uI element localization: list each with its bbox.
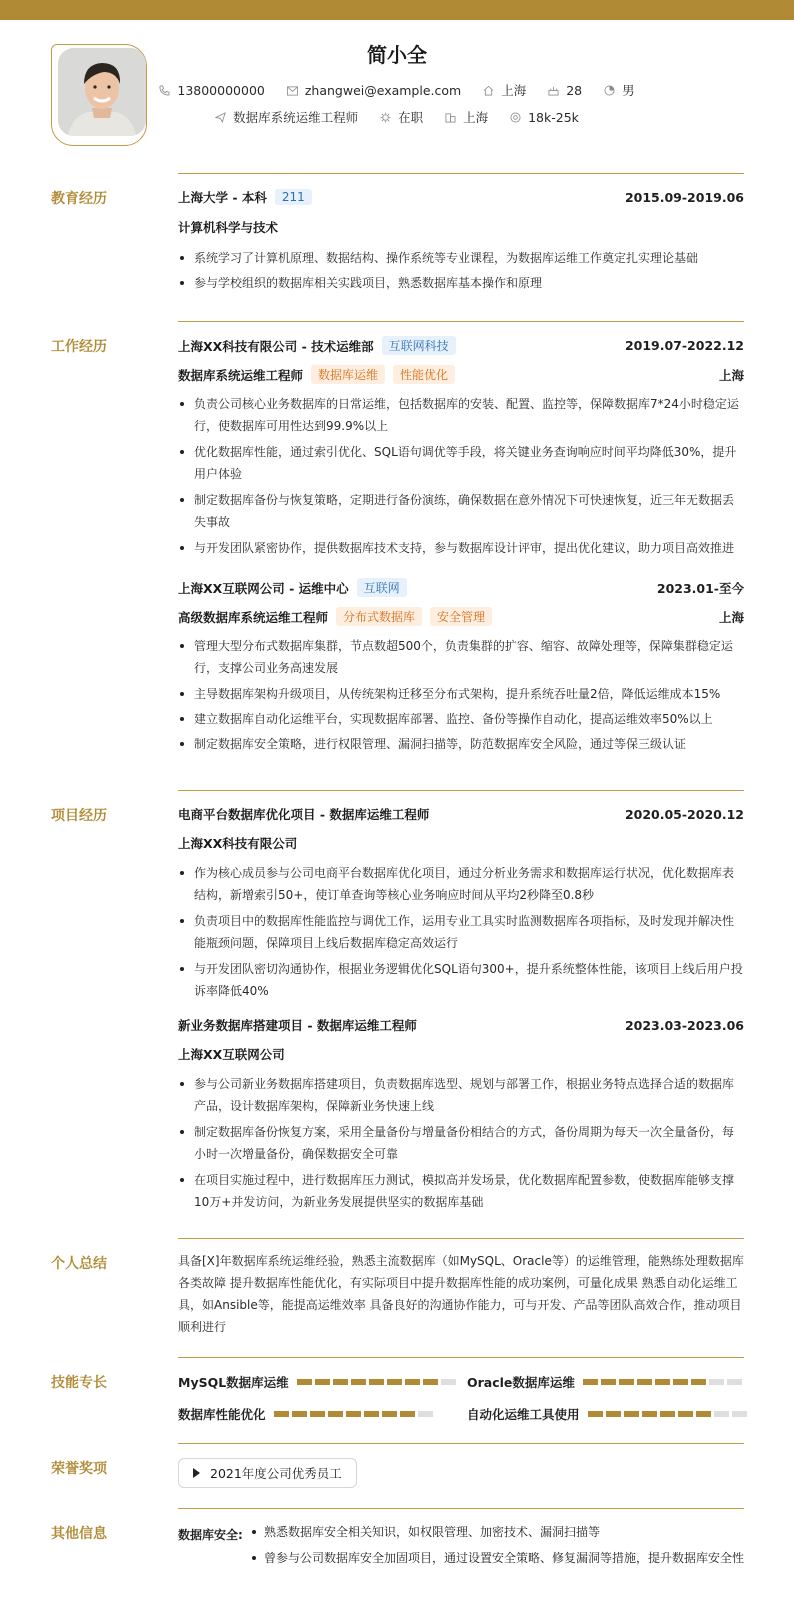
summary-title: 个人总结 [51, 1256, 107, 1272]
list-item: 制定数据库备份恢复方案，采用全量备份与增量备份相结合的方式，备份周期为每天一次全量备份，每小时一次增量备份，确保数据安全可靠 [178, 1121, 744, 1165]
salary-item [510, 110, 579, 125]
skill-item [178, 1405, 433, 1423]
position-text: 数据库系统运维工程师 [233, 110, 359, 125]
honor-text: 2021年度公司优秀员工 [210, 1466, 342, 1481]
skill-level-bar [297, 1379, 456, 1385]
list-item: 优化数据库性能，通过索引优化、SQL语句调优等手段，将关键业务查询响应时间平均降低30%，提升用户体验 [178, 441, 744, 485]
skill-level-segment [387, 1379, 402, 1385]
cake-icon [548, 85, 559, 96]
other-divider [178, 1508, 744, 1509]
major-row [178, 218, 744, 236]
project-company-row [178, 1045, 744, 1063]
school-name: 上海大学 - 本科 [178, 190, 267, 205]
skills-divider [178, 1357, 744, 1358]
skill-level-segment [297, 1379, 312, 1385]
top-accent-bar [0, 0, 794, 20]
skill-level-bar [583, 1379, 742, 1385]
job-date: 2023.01-至今 [656, 580, 744, 596]
list-item: 建立数据库自动化运维平台，实现数据库部署、监控、备份等操作自动化，提高运维效率50%以上 [178, 708, 744, 730]
skill-level-segment [315, 1379, 330, 1385]
skill-level-segment [619, 1379, 634, 1385]
email-text: zhangwei@example.com [304, 83, 462, 98]
list-item: 作为核心成员参与公司电商平台数据库优化项目，通过分析业务需求和数据库运行状况，优化数据库表结构，新增索引50+，使订单查询等核心业务响应时间从平均2秒降至0.8秒 [178, 862, 744, 906]
candidate-name: 简小全 [367, 43, 427, 67]
job-role-row [178, 607, 744, 626]
skill-level-bar [588, 1411, 747, 1417]
skill-level-segment [292, 1411, 307, 1417]
job-location: 上海 [718, 609, 744, 625]
gear-icon [380, 112, 391, 123]
skill-level-bar [274, 1411, 433, 1417]
skill-level-segment [423, 1379, 438, 1385]
company-name: 上海XX科技有限公司 - 技术运维部 [178, 338, 374, 354]
projects-title: 项目经历 [51, 808, 107, 824]
skill-level-segment [691, 1379, 706, 1385]
list-item: 曾参与公司数据库安全加固项目，通过设置安全策略、修复漏洞等措施，提升数据库安全性 [248, 1547, 744, 1569]
project-date: 2023.03-2023.06 [624, 1017, 744, 1033]
education-date: 2015.09-2019.06 [624, 189, 744, 205]
skill-tag: 安全管理 [430, 607, 492, 626]
skill-level-segment [655, 1379, 670, 1385]
home-icon [483, 85, 494, 96]
summary-divider [178, 1238, 744, 1239]
skill-level-segment [637, 1379, 652, 1385]
city-text: 上海 [501, 83, 527, 98]
list-item: 熟悉数据库安全相关知识，如权限管理、加密技术、漏洞扫描等 [248, 1521, 744, 1543]
skill-level-segment [346, 1411, 361, 1417]
job-header [178, 336, 744, 355]
skill-level-segment [624, 1411, 639, 1417]
skill-level-segment [732, 1411, 747, 1417]
project-company: 上海XX科技有限公司 [178, 836, 298, 851]
school-tag: 211 [275, 189, 312, 205]
skill-item [467, 1405, 747, 1423]
project-header [178, 1016, 744, 1034]
industry-tag: 互联网科技 [382, 336, 456, 355]
project-date: 2020.05-2020.12 [624, 806, 744, 822]
skill-level-segment [678, 1411, 693, 1417]
other-label: 数据库安全: [178, 1528, 243, 1542]
skill-level-segment [333, 1379, 348, 1385]
skill-name: 自动化运维工具使用 [467, 1407, 580, 1422]
position-item [215, 108, 358, 126]
list-item: 制定数据库安全策略，进行权限管理、漏洞扫描等，防范数据库安全风险，通过等保三级认证 [178, 733, 744, 755]
gender-item [604, 81, 635, 99]
skill-level-segment [418, 1411, 433, 1417]
education-header [178, 188, 744, 206]
honor-item[interactable] [178, 1458, 357, 1488]
list-item: 负责项目中的数据库性能监控与调优工作，运用专业工具实时监测数据库各项指标，及时发现并解决性能瓶颈问题，保障项目上线后数据库稳定高效运行 [178, 910, 744, 954]
salary-text: 18k-25k [528, 109, 579, 125]
skill-level-segment [588, 1411, 603, 1417]
job-header [178, 578, 744, 597]
target-city-text: 上海 [463, 110, 489, 125]
list-item: 管理大型分布式数据库集群，节点数超500个，负责集群的扩容、缩容、故障处理等，保障集群稳定运行，支撑公司业务高速发展 [178, 635, 744, 679]
education-divider [178, 173, 744, 174]
skill-level-segment [606, 1411, 621, 1417]
skill-level-segment [310, 1411, 325, 1417]
skill-level-segment [441, 1379, 456, 1385]
skills-title: 技能专长 [51, 1375, 107, 1391]
age-text: 28 [566, 82, 583, 98]
list-item: 系统学习了计算机原理、数据结构、操作系统等专业课程，为数据库运维工作奠定扎实理论基础 [178, 247, 744, 269]
job-location: 上海 [718, 367, 744, 383]
skill-tag: 分布式数据库 [336, 607, 422, 626]
target-city-item [445, 108, 488, 126]
summary-text: 具备[X]年数据库系统运维经验，熟悉主流数据库（如MySQL、Oracle等）的运维管理，能熟练处理数据库各类故障 提升数据库性能优化，有实际项目中提升数据库性能的成功案例，可量化成果 熟悉自动化运维工具，如Ansible等，能提高运维效率 具备良好的沟通协作能力，可与开发、产品等团队高效合作，推动项目顺利进行 [178, 1254, 744, 1334]
honors-title: 荣誉奖项 [51, 1461, 107, 1477]
phone-icon [159, 85, 170, 96]
skill-level-segment [673, 1379, 688, 1385]
skill-level-segment [660, 1411, 675, 1417]
skill-name: Oracle数据库运维 [467, 1375, 575, 1390]
project-company-row [178, 834, 744, 852]
list-item: 制定数据库备份与恢复策略，定期进行备份演练，确保数据在意外情况下可快速恢复，近三年无数据丢失事故 [178, 489, 744, 533]
skill-item [467, 1373, 742, 1391]
building-icon [445, 112, 456, 123]
project-header [178, 805, 744, 823]
skill-level-segment [364, 1411, 379, 1417]
skill-level-segment [709, 1379, 724, 1385]
skill-name: 数据库性能优化 [178, 1407, 266, 1422]
skill-level-segment [696, 1411, 711, 1417]
job-role-row [178, 365, 744, 384]
email-icon [287, 86, 298, 96]
projects-divider [178, 790, 744, 791]
phone-text: 13800000000 [177, 82, 265, 98]
skill-level-segment [583, 1379, 598, 1385]
company-name: 上海XX互联网公司 - 运维中心 [178, 580, 349, 596]
coin-icon [510, 112, 521, 123]
list-item: 与开发团队密切沟通协作，根据业务逻辑优化SQL语句300+，提升系统整体性能，该项目上线后用户投诉率降低40% [178, 958, 744, 1002]
other-title: 其他信息 [51, 1526, 107, 1542]
phone-item [159, 83, 264, 98]
education-title: 教育经历 [51, 191, 107, 207]
skill-tag: 性能优化 [393, 365, 455, 384]
skill-level-segment [714, 1411, 729, 1417]
contact-row [0, 81, 794, 99]
status-text: 在职 [398, 110, 424, 125]
skill-level-segment [601, 1379, 616, 1385]
skill-level-segment [642, 1411, 657, 1417]
project-name: 新业务数据库搭建项目 - 数据库运维工程师 [178, 1018, 417, 1033]
skill-item [178, 1373, 456, 1391]
major-name: 计算机科学与技术 [178, 220, 279, 235]
paper-plane-icon [215, 112, 226, 123]
list-item: 负责公司核心业务数据库的日常运维，包括数据库的安装、配置、监控等，保障数据库7*24小时稳定运行，使数据库可用性达到99.9%以上 [178, 393, 744, 437]
industry-tag: 互联网 [357, 578, 407, 597]
project-name: 电商平台数据库优化项目 - 数据库运维工程师 [178, 807, 430, 822]
skill-level-segment [382, 1411, 397, 1417]
job-role: 高级数据库系统运维工程师 [178, 609, 329, 625]
job-date: 2019.07-2022.12 [624, 338, 744, 353]
age-item [548, 83, 582, 98]
skill-level-segment [328, 1411, 343, 1417]
skill-name: MySQL数据库运维 [178, 1375, 289, 1390]
email-item [287, 83, 461, 98]
gender-text: 男 [622, 83, 635, 98]
list-item: 参与学校组织的数据库相关实践项目，熟悉数据库基本操作和原理 [178, 272, 744, 294]
list-item: 参与公司新业务数据库搭建项目，负责数据库选型、规划与部署工作，根据业务特点选择合适的数据库产品，设计数据库架构，保障新业务快速上线 [178, 1073, 744, 1117]
status-item [380, 108, 423, 126]
skill-level-segment [727, 1379, 742, 1385]
play-icon [193, 1468, 200, 1478]
work-title: 工作经历 [51, 339, 107, 355]
city-item [483, 81, 526, 99]
skill-level-segment [351, 1379, 366, 1385]
job-role: 数据库系统运维工程师 [178, 367, 304, 383]
skill-level-segment [274, 1411, 289, 1417]
work-divider [178, 321, 744, 322]
project-company: 上海XX互联网公司 [178, 1047, 285, 1062]
honors-divider [178, 1443, 744, 1444]
list-item: 与开发团队紧密协作，提供数据库技术支持，参与数据库设计评审，提出优化建议，助力项目高效推进 [178, 537, 744, 559]
list-item: 在项目实施过程中，进行数据库压力测试，模拟高并发场景，优化数据库配置参数，使数据库能够支撑10万+并发访问，为新业务发展提供坚实的数据库基础 [178, 1169, 744, 1213]
job-intention-row [0, 108, 794, 126]
skill-level-segment [405, 1379, 420, 1385]
skill-tag: 数据库运维 [311, 365, 385, 384]
gender-icon [604, 85, 615, 96]
skill-level-segment [400, 1411, 415, 1417]
list-item: 主导数据库架构升级项目，从传统架构迁移至分布式架构，提升系统吞吐量2倍，降低运维成本15% [178, 683, 744, 705]
skill-level-segment [369, 1379, 384, 1385]
